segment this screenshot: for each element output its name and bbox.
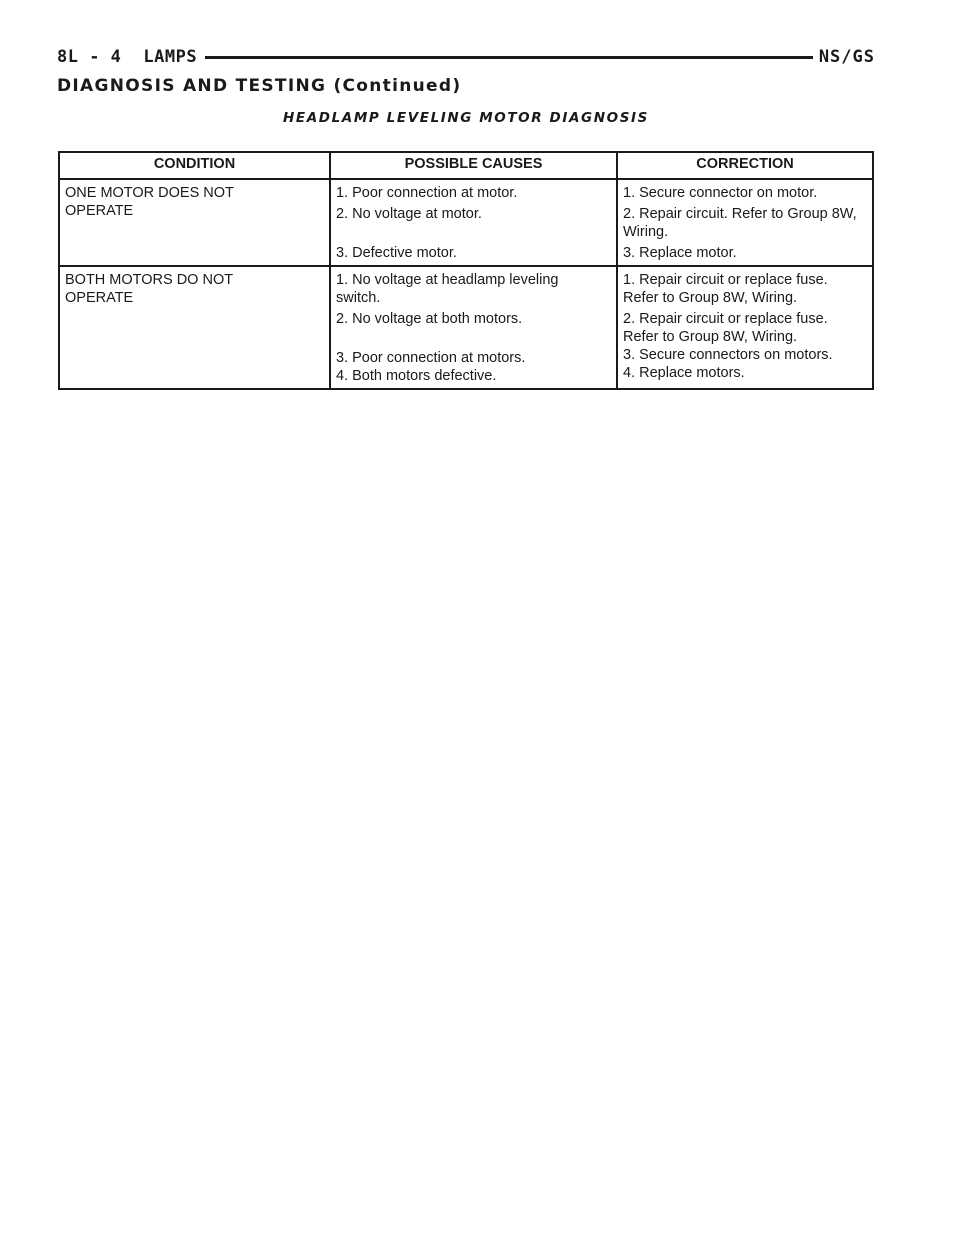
cause-item: 3. Defective motor. xyxy=(336,245,457,261)
cause-item: 4. Both motors defective. xyxy=(336,368,497,384)
correction-item: 3. Secure connectors on motors. xyxy=(623,347,833,363)
correction-item: Refer to Group 8W, Wiring. xyxy=(623,290,798,306)
page-number: 8L - 4 xyxy=(57,47,122,67)
section-title: LAMPS xyxy=(143,47,198,67)
table-row xyxy=(59,179,873,266)
header-rule xyxy=(205,56,813,59)
correction-item: 2. Repair circuit. Refer to Group 8W, xyxy=(623,206,857,222)
model-code: NS/GS xyxy=(818,47,875,67)
causes-cell xyxy=(330,266,617,389)
continued-heading: DIAGNOSIS AND TESTING (Continued) xyxy=(57,76,462,96)
condition-text: OPERATE xyxy=(65,203,134,219)
condition-text: ONE MOTOR DOES NOT xyxy=(65,185,234,201)
correction-item: Wiring. xyxy=(623,224,669,240)
correction-cell xyxy=(617,179,873,266)
correction-item: 3. Replace motor. xyxy=(623,245,737,261)
correction-item: 2. Repair circuit or replace fuse. xyxy=(623,311,828,327)
correction-item: 4. Replace motors. xyxy=(623,365,745,381)
table-row xyxy=(59,266,873,389)
condition-cell xyxy=(59,179,330,266)
cause-item: switch. xyxy=(336,290,381,306)
cause-item: 1. Poor connection at motor. xyxy=(336,185,518,201)
column-header-correction: CORRECTION xyxy=(617,152,873,179)
page-header xyxy=(57,44,875,70)
correction-cell xyxy=(617,266,873,389)
cause-item: 2. No voltage at motor. xyxy=(336,206,482,222)
correction-item: Refer to Group 8W, Wiring. xyxy=(623,329,798,345)
cause-item: 2. No voltage at both motors. xyxy=(336,311,523,327)
table-header-row xyxy=(59,152,873,179)
condition-text: OPERATE xyxy=(65,290,134,306)
causes-cell xyxy=(330,179,617,266)
cause-item: 1. No voltage at headlamp leveling xyxy=(336,272,559,288)
column-header-condition: CONDITION xyxy=(59,152,330,179)
diagnosis-table xyxy=(58,151,874,390)
correction-item: 1. Repair circuit or replace fuse. xyxy=(623,272,828,288)
condition-cell xyxy=(59,266,330,389)
column-header-possible-causes: POSSIBLE CAUSES xyxy=(330,152,617,179)
table-title: HEADLAMP LEVELING MOTOR DIAGNOSIS xyxy=(283,110,649,126)
correction-item: 1. Secure connector on motor. xyxy=(623,185,818,201)
condition-text: BOTH MOTORS DO NOT xyxy=(65,272,234,288)
cause-item: 3. Poor connection at motors. xyxy=(336,350,526,366)
